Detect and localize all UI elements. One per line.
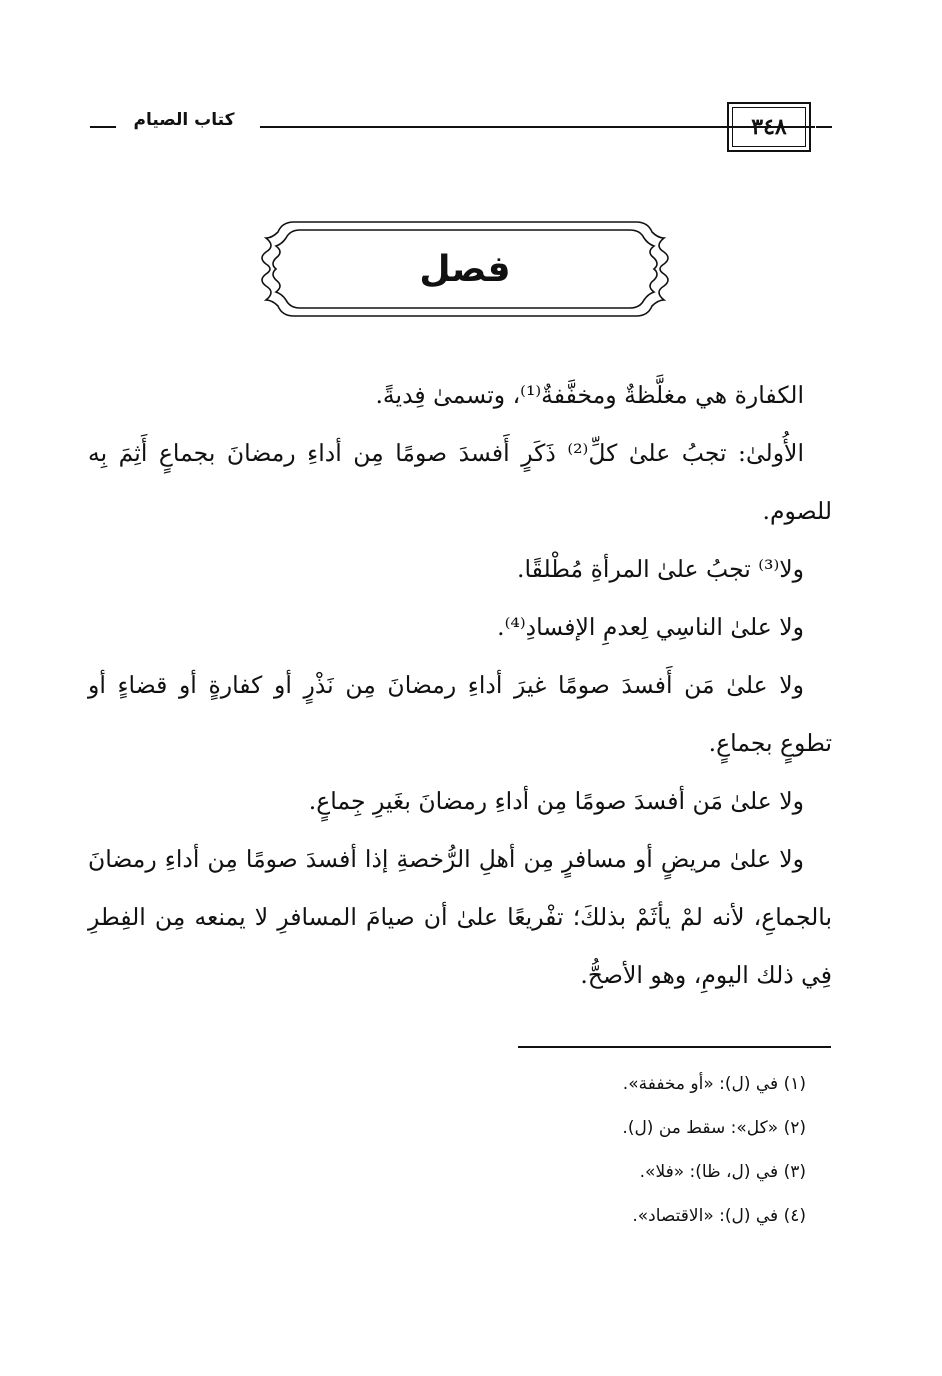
paragraph: ولا علىٰ مَن أفسدَ صومًا مِن أداءِ رمضانَ بغَيرِ جِماعٍ. — [308, 787, 804, 815]
paragraph: الكفارة هي مغلَّظةٌ ومخفَّفةٌ⁽¹⁾، وتسمىٰ فِديةً. — [375, 381, 804, 409]
paragraph: ولا علىٰ مريضٍ أو مسافرٍ مِن أهلِ الرُّخصةِ إذا أفسدَ صومًا مِن أداءِ رمضانَ بالجماعِ، لأنه لمْ يأثَمْ بذلكَ؛ تفْريعًا علىٰ أن صيامَ المسافرِ لا يمنعه مِن الفِطرِ فِي ذلك اليومِ، وهو الأصحُّ. — [88, 845, 832, 989]
footnote-2: (٢) «كل»: سقط من (ل). — [622, 1118, 806, 1138]
header-rule-right — [816, 126, 832, 128]
paragraph: ولا⁽³⁾ تجبُ علىٰ المرأةِ مُطْلقًا. — [516, 555, 804, 583]
page-number: ٣٤٨ — [732, 107, 806, 147]
paragraph: ولا علىٰ الناسِي لِعدمِ الإفسادِ⁽⁴⁾. — [497, 613, 804, 641]
page-number-box — [727, 102, 811, 152]
footnote-separator — [518, 1046, 831, 1048]
paragraph: ولا علىٰ مَن أَفسدَ صومًا غيرَ أداءِ رمضانَ مِن نَذْرٍ أو كفارةٍ أو قضاءٍ أو تطوعٍ بجماعٍ. — [88, 671, 832, 757]
footnote-3: (٣) في (ل، ظا): «فلا». — [639, 1162, 806, 1182]
footnote-1: (١) في (ل): «أو مخففة». — [622, 1074, 806, 1094]
footnotes — [500, 1062, 806, 1238]
header-rule-left — [90, 126, 116, 128]
page-header — [90, 96, 832, 158]
paragraph: الأُولىٰ: تجبُ علىٰ كلِّ⁽²⁾ ذَكَرٍ أَفسدَ صومًا مِن أداءِ رمضانَ بجماعٍ أَثِمَ بِه للصوم. — [88, 439, 832, 525]
main-text — [88, 366, 832, 1004]
running-title: كتاب الصيام — [133, 110, 235, 130]
section-title: فصل — [419, 248, 511, 290]
section-cartouche — [250, 212, 680, 326]
footnote-4: (٤) في (ل): «الاقتصاد». — [632, 1206, 806, 1226]
